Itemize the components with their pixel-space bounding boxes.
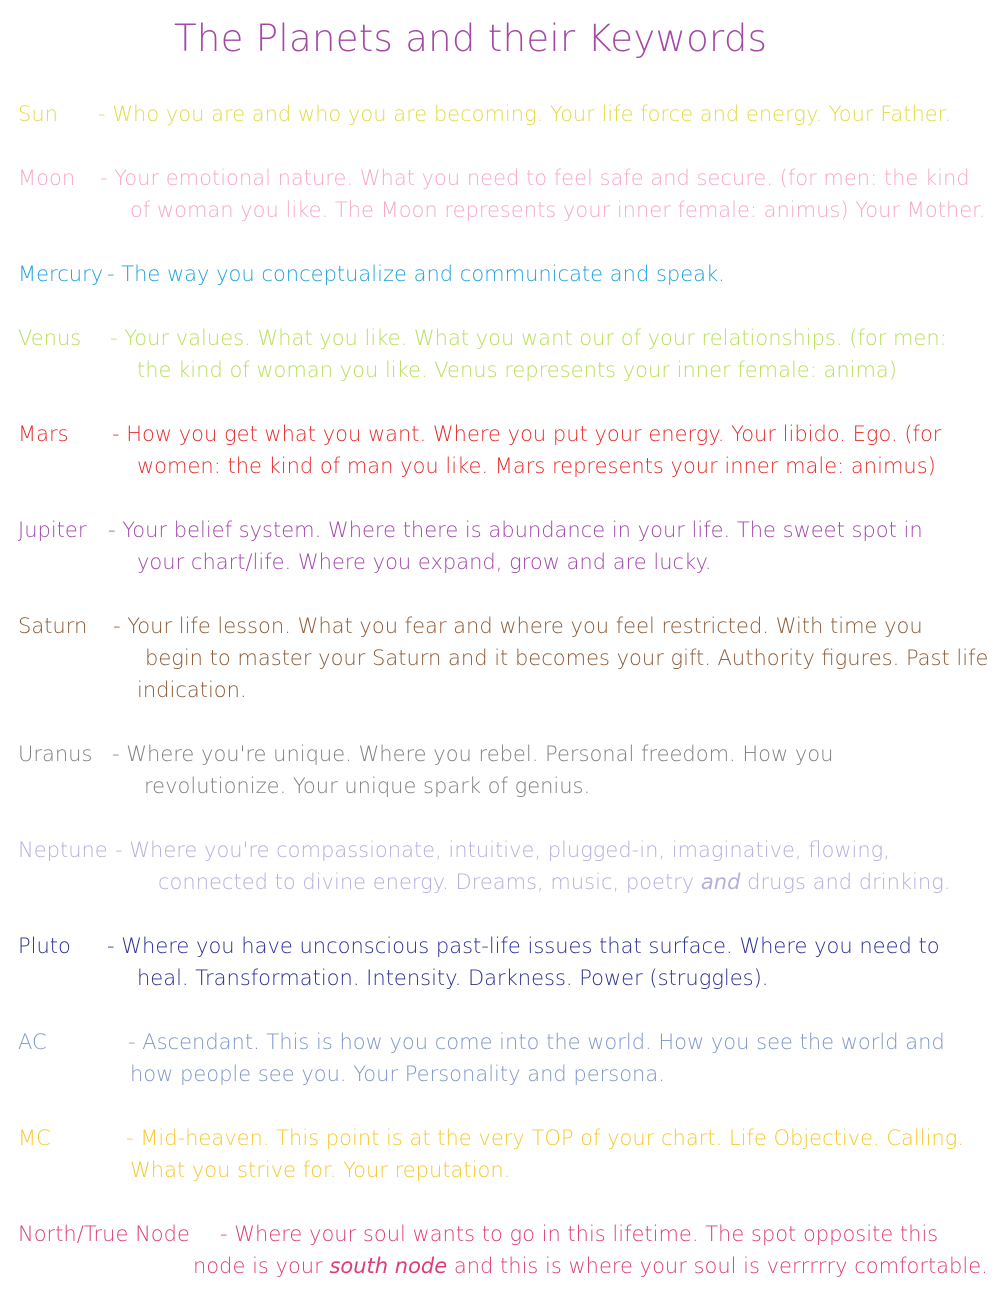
text-segment: and this is where your soul is verrrrry comfortable. bbox=[447, 1254, 988, 1278]
planet-name: North/True Node bbox=[18, 1222, 190, 1246]
planet-description-cont: your chart/life. Where you expand, grow and are lucky. bbox=[137, 550, 712, 574]
planet-description-cont bbox=[18, 866, 950, 898]
planet-description-cont: begin to master your Saturn and it becomes your gift. Authority figures. Past life bbox=[145, 646, 989, 670]
planet-name: Mars bbox=[18, 422, 69, 446]
entry-neptune bbox=[18, 834, 950, 898]
planet-name: Venus bbox=[18, 326, 82, 350]
planet-description-cont: the kind of woman you like. Venus represents your inner female: anima) bbox=[137, 358, 897, 382]
planet-description: - Mid-heaven. This point is at the very TOP of your chart. Life Objective. Calling. bbox=[126, 1126, 965, 1150]
text-segment: node is your bbox=[193, 1254, 330, 1278]
entry-moon bbox=[18, 162, 986, 226]
planet-name: Mercury bbox=[18, 262, 104, 286]
planet-description: - Ascendant. This is how you come into the world. How you see the world and bbox=[128, 1030, 945, 1054]
text-segment: drugs and drinking. bbox=[740, 870, 951, 894]
entry-jupiter bbox=[18, 514, 923, 578]
entry-ac bbox=[18, 1026, 945, 1090]
planet-description: - How you get what you want. Where you put your energy. Your libido. Ego. (for bbox=[112, 422, 942, 446]
planet-description: - Where you're unique. Where you rebel. Personal freedom. How you bbox=[112, 742, 834, 766]
entry-uranus bbox=[18, 738, 834, 802]
planet-name: Uranus bbox=[18, 742, 93, 766]
planet-description: - Your life lesson. What you fear and where you feel restricted. With time you bbox=[113, 614, 923, 638]
planet-description-cont: revolutionize. Your unique spark of genius. bbox=[144, 774, 591, 798]
emphasis-text: south node bbox=[329, 1254, 448, 1278]
entry-north-node bbox=[18, 1218, 988, 1282]
entry-mercury bbox=[18, 258, 725, 290]
text-segment: connected to divine energy. Dreams, music, poetry bbox=[158, 870, 701, 894]
entry-sun bbox=[18, 98, 952, 130]
planet-description: - Your belief system. Where there is abundance in your life. The sweet spot in bbox=[108, 518, 923, 542]
planet-description: - Who you are and who you are becoming. Your life force and energy. Your Father. bbox=[98, 102, 952, 126]
planet-name: Sun bbox=[18, 102, 58, 126]
planet-name: Saturn bbox=[18, 614, 88, 638]
planet-description-cont: What you strive for. Your reputation. bbox=[130, 1158, 511, 1182]
planet-name: AC bbox=[18, 1030, 47, 1054]
planet-name: MC bbox=[18, 1126, 51, 1150]
planet-description: - Your values. What you like. What you want our of your relationships. (for men: bbox=[110, 326, 947, 350]
planet-name: Moon bbox=[18, 166, 76, 190]
planet-description-cont: indication. bbox=[137, 678, 247, 702]
planet-name: Neptune bbox=[18, 838, 108, 862]
planet-description: - Where you have unconscious past-life issues that surface. Where you need to bbox=[107, 934, 940, 958]
planet-name: Jupiter bbox=[18, 518, 87, 542]
planet-name: Pluto bbox=[18, 934, 71, 958]
entry-mars bbox=[18, 418, 942, 482]
planet-description-cont: of woman you like. The Moon represents your inner female: animus) Your Mother. bbox=[130, 198, 986, 222]
planet-description-cont: women: the kind of man you like. Mars represents your inner male: animus) bbox=[137, 454, 936, 478]
planet-description: - Your emotional nature. What you need to feel safe and secure. (for men: the kind bbox=[100, 166, 970, 190]
planet-description: - Where your soul wants to go in this lifetime. The spot opposite this bbox=[220, 1222, 939, 1246]
emphasis-text: and bbox=[700, 870, 741, 894]
entry-saturn bbox=[18, 610, 988, 706]
entry-pluto bbox=[18, 930, 940, 994]
entry-venus bbox=[18, 322, 947, 386]
page-title: The Planets and their Keywords bbox=[174, 17, 768, 60]
entry-mc bbox=[18, 1122, 965, 1186]
planet-description: - The way you conceptualize and communicate and speak. bbox=[107, 262, 725, 286]
planet-description-cont: heal. Transformation. Intensity. Darkness. Power (struggles). bbox=[137, 966, 769, 990]
planet-description-cont bbox=[18, 1250, 988, 1282]
planet-description: - Where you're compassionate, intuitive, plugged-in, imaginative, flowing, bbox=[115, 838, 890, 862]
planet-description-cont: how people see you. Your Personality and persona. bbox=[130, 1062, 665, 1086]
